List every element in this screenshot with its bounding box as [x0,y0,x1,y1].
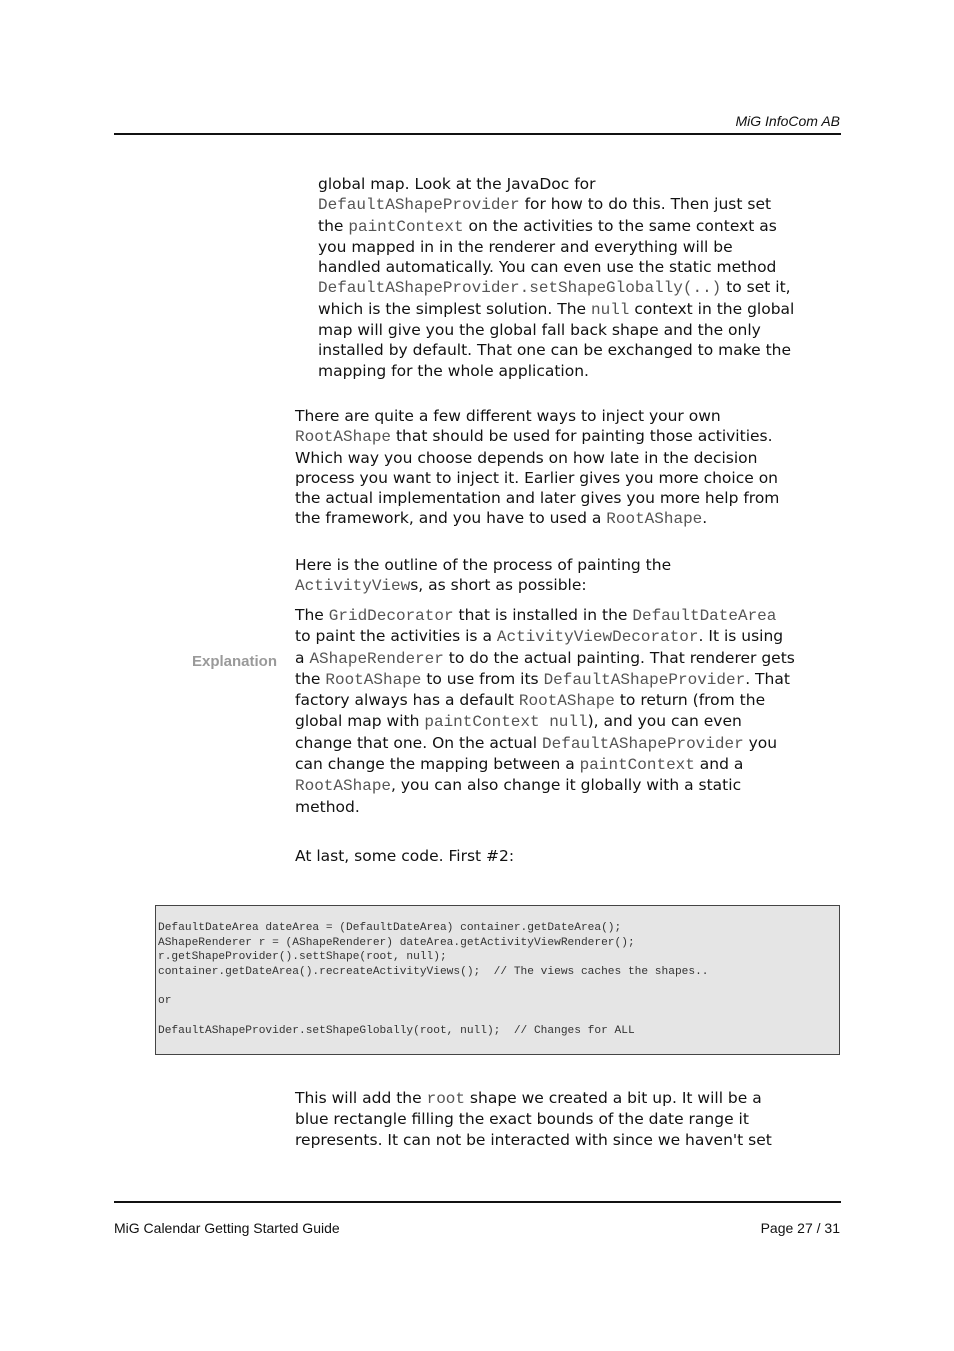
code-line: AShapeRenderer r = (AShapeRenderer) dateArea.getActivityViewRenderer(); [158,936,635,949]
code-inline: GridDecorator [328,607,454,625]
code-inline: ActivityView [295,577,411,596]
code-line: r.getShapeProvider().settShape(root, null); [158,951,447,964]
code-inline: paintContext null [424,713,588,732]
paragraph-code-intro: At last, some code. First #2: [295,847,515,865]
code-inline: ActivityViewDecorator [496,628,699,647]
code-inline: DefaultAShapeProvider [542,734,744,753]
code-inline: RootAShape [606,510,703,529]
code-line [158,980,839,995]
header-company: MiG InfoCom AB [735,113,840,129]
paragraph-outline: Here is the outline of the process of painting the ActivityViews, as short as possible: [295,556,672,596]
code-inline: RootAShape [518,692,615,711]
paragraph-inject-rootashape: There are quite a few different ways to inject your own RootAShape that should be used for painting those activities. Which way you choose depends on how late in the decision process you want to inject it. Earlier gives you more choice on the actual implementation and later gives you more help from the framework, and you have to used a RootAShape. [295,407,780,529]
code-inline: DefaultDateArea [632,607,777,625]
code-line: DefaultDateArea dateArea = (DefaultDateArea) container.getDateArea(); [158,922,622,934]
footer-title: MiG Calendar Getting Started Guide [114,1220,340,1236]
footer-page-number: Page 27 / 31 [760,1220,840,1236]
code-inline: AShapeRenderer [309,649,444,668]
code-line: DefaultAShapeProvider.setShapeGlobally(root, null); // Changes for ALL [158,1024,635,1037]
code-inline: paintContext [579,756,695,775]
code-inline: root [426,1090,465,1108]
header-rule [114,133,841,135]
code-inline: RootAShape [295,428,392,447]
code-block [155,905,840,1055]
code-inline: DefaultAShapeProvider.setShapeGlobally(..) [318,279,722,298]
code-inline: DefaultAShapeProvider [318,196,520,215]
code-line: or [158,995,172,1008]
code-inline: paintContext [348,217,464,236]
side-label-explanation: Explanation [191,653,277,670]
footer-rule [114,1201,841,1203]
code-inline: RootAShape [295,777,392,796]
paragraph-explanation: The GridDecorator that is installed in the DefaultDateArea to paint the activities is a ActivityViewDecorator. It is using a AShapeRenderer to do the actual painting. That renderer gets the RootAShape to use from its DefaultAShapeProvider. That factory always has a default RootAShape to return (from the global map with paintContext null), and you can even change that one. On the actual DefaultAShapeProvider you can change the mapping between a paintContext and a RootAShape, you can also change it globally with a static method. [295,606,795,816]
paragraph-root-shape: This will add the root shape we created a bit up. It will be a blue rectangle filling the exact bounds of the date range it represents. It can not be interacted with since we haven't set [295,1089,772,1149]
list-item-text: global map. Look at the JavaDoc for DefaultAShapeProvider for how to do this. Then just set the paintContext on the activities to the same context as you mapped in in the renderer and everything will be handled automatically. You can even use the static method DefaultAShapeProvider.setShapeGlobally(..) to set it, which is the simplest solution. The null context in the global map will give you the global fall back shape and the only installed by default. That one can be exchanged to make the mapping for the whole application. [318,175,795,380]
code-inline: RootAShape [325,670,422,689]
code-line: container.getDateArea().recreateActivityViews(); // The views caches the shapes.. [158,966,709,979]
code-inline: DefaultAShapeProvider [543,670,746,689]
code-line [158,1009,839,1024]
code-inline: null [590,300,630,319]
